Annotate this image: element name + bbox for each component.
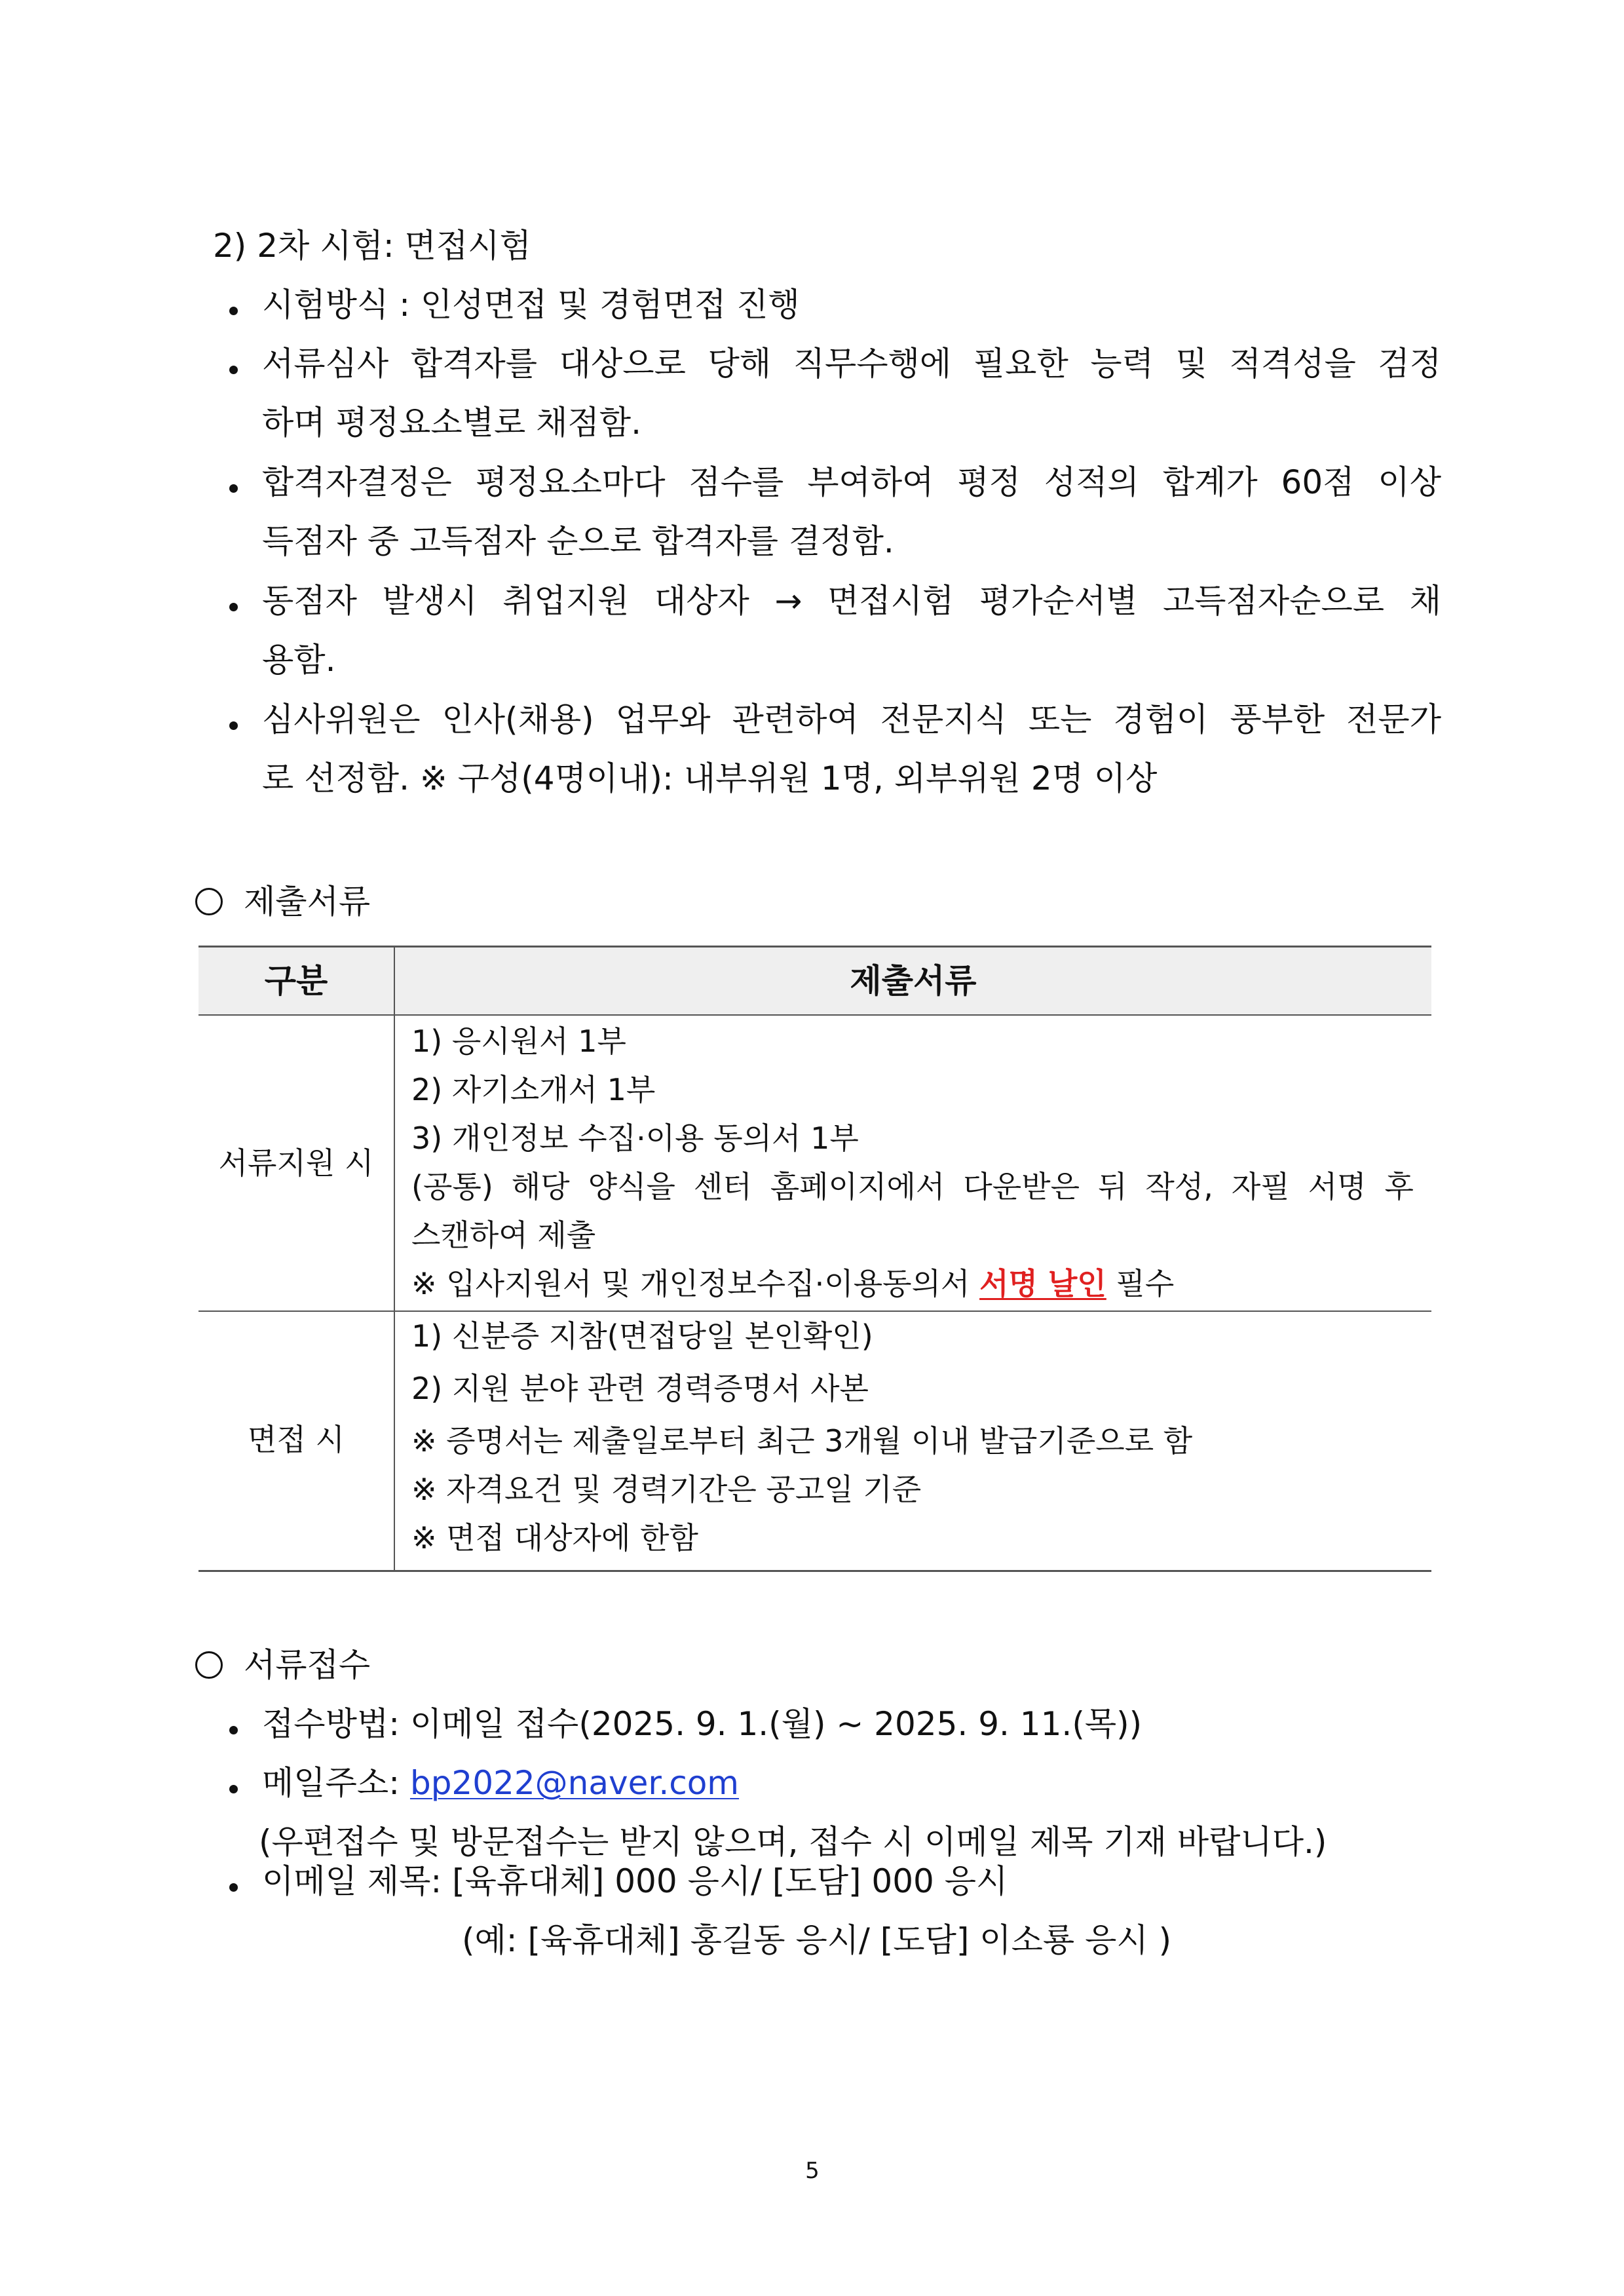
table-cell-line: 2) 자기소개서 1부 xyxy=(411,1072,656,1107)
exam2-bullet-2-line-2: 하며 평정요소별로 채점함. xyxy=(262,404,641,442)
table-row-label-application: 서류지원 시 xyxy=(218,1145,374,1181)
bullet-dot xyxy=(229,721,238,730)
bullet-dot xyxy=(229,484,238,493)
exam2-bullet-4-line-2: 용함. xyxy=(262,641,336,679)
exam2-bullet-3-line-1: 합격자결정은 평정요소마다 점수를 부여하여 평정 성적의 합계가 60점 이상 xyxy=(262,463,1441,501)
table-row-label-interview: 면접 시 xyxy=(248,1422,345,1457)
exam2-bullet-2-line-1: 서류심사 합격자를 대상으로 당해 직무수행에 필요한 능력 및 적격성을 검정 xyxy=(262,345,1441,383)
table-cell-note xyxy=(411,1266,1175,1301)
table-cell-line: 2) 지원 분야 관련 경력증명서 사본 xyxy=(411,1371,869,1406)
table-top-border xyxy=(198,946,1431,947)
table-column-divider xyxy=(394,946,395,1571)
table-cell-line: ※ 증명서는 제출일로부터 최근 3개월 이내 발급기준으로 함 xyxy=(411,1423,1193,1459)
page-number: 5 xyxy=(805,2158,820,2184)
table-row-divider xyxy=(198,1311,1431,1312)
bullet-dot xyxy=(229,1883,238,1892)
exam2-bullet-5-line-1: 심사위원은 인사(채용) 업무와 관련하여 전문지식 또는 경험이 풍부한 전문가 xyxy=(262,700,1441,738)
exam2-bullet-3-line-2: 득점자 중 고득점자 순으로 합격자를 결정함. xyxy=(262,522,894,560)
table-cell-line: ※ 면접 대상자에 한함 xyxy=(411,1520,698,1556)
receipt-subject: 이메일 제목: [육휴대체] 000 응시/ [도담] 000 응시 xyxy=(262,1862,1008,1900)
circle-bullet-icon xyxy=(195,888,223,915)
exam2-bullet-5-line-2: 로 선정함. ※ 구성(4명이내): 내부위원 1명, 외부위원 2명 이상 xyxy=(262,759,1158,797)
bullet-dot xyxy=(229,1785,238,1793)
circle-bullet-icon xyxy=(195,1651,223,1679)
bullet-dot xyxy=(229,603,238,611)
signature-emphasis: 서명 날인 xyxy=(979,1266,1106,1301)
receipt-mail xyxy=(262,1764,740,1802)
exam2-heading: 2) 2차 시험: 면접시험 xyxy=(213,227,531,265)
note-suffix: 필수 xyxy=(1106,1266,1175,1301)
bullet-dot xyxy=(229,1726,238,1734)
table-cell-line: 3) 개인정보 수집·이용 동의서 1부 xyxy=(411,1120,859,1156)
bullet-dot xyxy=(229,366,238,374)
exam2-bullet-4-line-1: 동점자 발생시 취업지원 대상자 → 면접시험 평가순서별 고득점자순으로 채 xyxy=(262,582,1441,620)
table-header-divider xyxy=(198,1014,1431,1016)
receipt-heading: 서류접수 xyxy=(244,1646,371,1684)
table-cell-line: 스캔하여 제출 xyxy=(411,1217,596,1253)
table-bottom-border xyxy=(198,1570,1431,1572)
mail-address-link[interactable]: bp2022@naver.com xyxy=(409,1764,740,1802)
mail-label: 메일주소: xyxy=(262,1764,410,1802)
receipt-method: 접수방법: 이메일 접수(2025. 9. 1.(월) ~ 2025. 9. 11.(목)) xyxy=(262,1705,1142,1743)
receipt-mail-note: (우편접수 및 방문접수는 받지 않으며, 접수 시 이메일 제목 기재 바랍니다.) xyxy=(259,1823,1327,1861)
table-cell-line: 1) 신분증 지참(면접당일 본인확인) xyxy=(411,1318,873,1354)
table-cell-line: ※ 자격요건 및 경력기간은 공고일 기준 xyxy=(411,1472,922,1507)
table-cell-line: (공통) 해당 양식을 센터 홈페이지에서 다운받은 뒤 작성, 자필 서명 후 xyxy=(411,1169,1414,1204)
note-prefix: ※ 입사지원서 및 개인정보수집·이용동의서 xyxy=(411,1266,980,1301)
table-header-category: 구분 xyxy=(264,962,328,1000)
table-cell-line: 1) 응시원서 1부 xyxy=(411,1024,626,1059)
exam2-bullet-1: 시험방식 : 인성면접 및 경험면접 진행 xyxy=(262,286,800,324)
receipt-subject-example: (예: [육휴대체] 홍길동 응시/ [도담] 이소룡 응시 ) xyxy=(462,1921,1172,1959)
table-header-documents: 제출서류 xyxy=(850,962,977,1000)
bullet-dot xyxy=(229,307,238,315)
docs-heading: 제출서류 xyxy=(244,883,371,921)
